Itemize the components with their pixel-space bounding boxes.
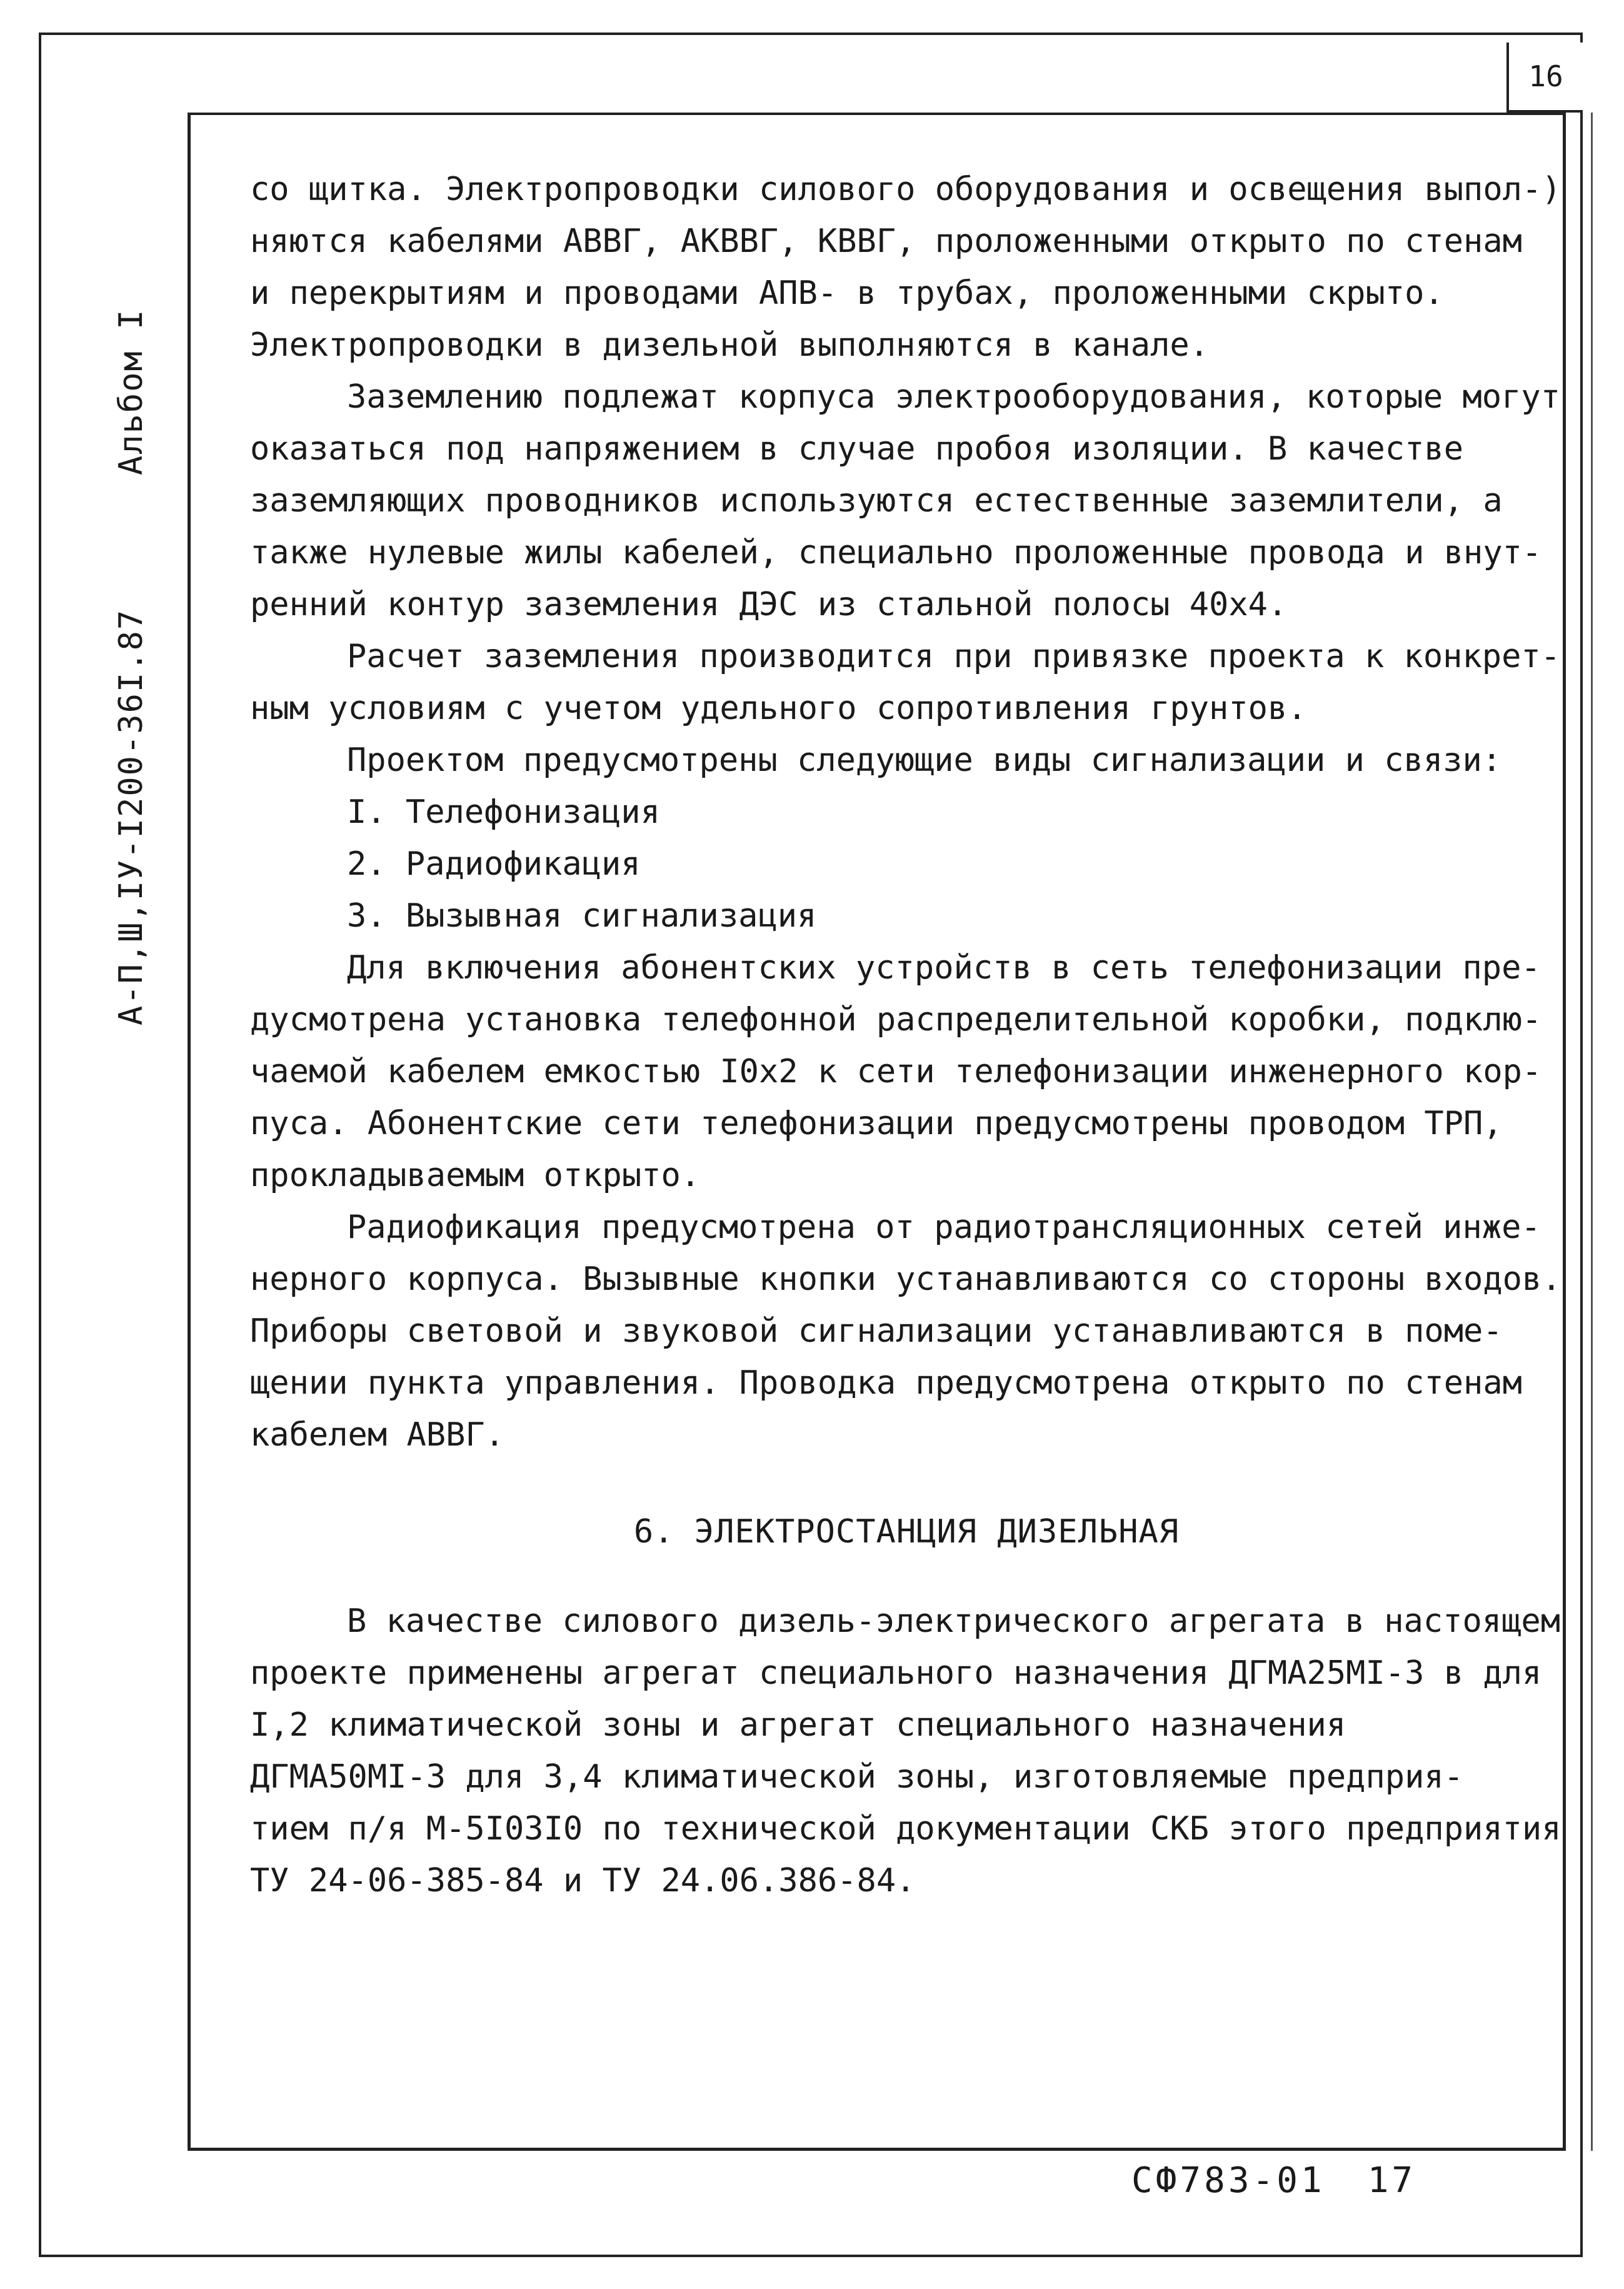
text-line: 3. Вызывная сигнализация <box>347 897 817 935</box>
text-line: В качестве силового дизель-электрического агрегата в настоящем <box>347 1602 1561 1640</box>
text-line: ным условиям с учетом удельного сопротивления грунтов. <box>250 690 1307 727</box>
page-number-text: 16 <box>1528 59 1563 93</box>
text-line: кабелем АВВГ. <box>250 1416 504 1454</box>
text-line: Заземлению подлежат корпуса электрооборудования, которые могут <box>347 378 1561 416</box>
side-album-label: Альбом I <box>113 308 150 475</box>
document-body <box>250 164 1561 1907</box>
footer-stamp <box>1131 2160 1416 2201</box>
text-line: Приборы световой и звуковой сигнализации устанавливаются в поме- <box>250 1312 1503 1350</box>
footer-document-code: СФ783-01 <box>1131 2160 1325 2201</box>
text-line: чаемой кабелем емкостью I0х2 к сети телефонизации инженерного кор- <box>250 1053 1542 1090</box>
paragraph <box>250 1202 1561 1461</box>
text-line: I. Телефонизация <box>347 793 660 831</box>
text-line: оказаться под напряжением в случае пробоя изоляции. В качестве <box>250 430 1464 468</box>
text-line: Расчет заземления производится при привязке проекта к конкрет- <box>347 638 1561 675</box>
text-line: проекте применены агрегат специального назначения ДГМА25МI-3 в для <box>250 1654 1542 1692</box>
page-number <box>1506 43 1583 113</box>
text-line: тием п/я М-5I03I0 по технической документации СКБ этого предприятия <box>250 1810 1561 1848</box>
text-line: пуса. Абонентские сети телефонизации предусмотрены проводом ТРП, <box>250 1105 1503 1142</box>
footer-sheet-number: 17 <box>1367 2160 1416 2201</box>
text-line: прокладываемым открыто. <box>250 1157 701 1194</box>
paragraph <box>250 631 1561 735</box>
text-line: ДГМА50МI-3 для 3,4 климатической зоны, изготовляемые предприя- <box>250 1758 1464 1796</box>
text-line: Проектом предусмотрены следующие виды сигнализации и связи: <box>347 742 1502 779</box>
paragraph <box>250 735 1550 787</box>
text-line: и перекрытиям и проводами АПВ- в трубах, проложенными скрыто. <box>250 274 1444 312</box>
list-item <box>250 787 1550 838</box>
list-item <box>250 838 1550 890</box>
text-line: ренний контур заземления ДЭС из стальной полосы 40х4. <box>250 586 1288 623</box>
text-line: ТУ 24-06-385-84 и ТУ 24.06.386-84. <box>250 1862 916 1899</box>
text-line: заземляющих проводников используются естественные заземлители, а <box>250 482 1503 520</box>
text-line: Для включения абонентских устройств в сеть телефонизации пре- <box>347 949 1541 987</box>
text-line: со щитка. Электропроводки силового оборудования и освещения выпол-) <box>250 171 1561 208</box>
side-document-code: А-П,Ш,IУ-I200-36I.87 <box>113 608 150 1025</box>
text-line: Электропроводки в дизельной выполняются в канале. <box>250 326 1210 364</box>
text-line: дусмотрена установка телефонной распределительной коробки, подклю- <box>250 1001 1542 1039</box>
text-line: няются кабелями АВВГ, АКВВГ, КВВГ, проложенными открыто по стенам <box>250 223 1522 260</box>
text-line: I,2 климатической зоны и агрегат специального назначения <box>250 1706 1346 1744</box>
text-line: Радиофикация предусмотрена от радиотрансляционных сетей инже- <box>347 1209 1541 1246</box>
text-line: щении пункта управления. Проводка предусмотрена открыто по стенам <box>250 1364 1522 1402</box>
text-line: нерного корпуса. Вызывные кнопки устанавливаются со стороны входов. <box>250 1260 1561 1298</box>
paragraph <box>250 164 1561 371</box>
text-line: 2. Радиофикация <box>347 845 641 883</box>
paragraph <box>250 1596 1561 1907</box>
spacer <box>250 1461 1550 1481</box>
paragraph <box>250 942 1550 1202</box>
section-heading: 6. ЭЛЕКТРОСТАНЦИЯ ДИЗЕЛЬНАЯ <box>633 1513 1180 1551</box>
list-item <box>250 890 1550 942</box>
text-line: также нулевые жилы кабелей, специально проложенные провода и внут- <box>250 534 1542 571</box>
frame-right-rule <box>1591 113 1593 2151</box>
paragraph <box>250 371 1561 631</box>
